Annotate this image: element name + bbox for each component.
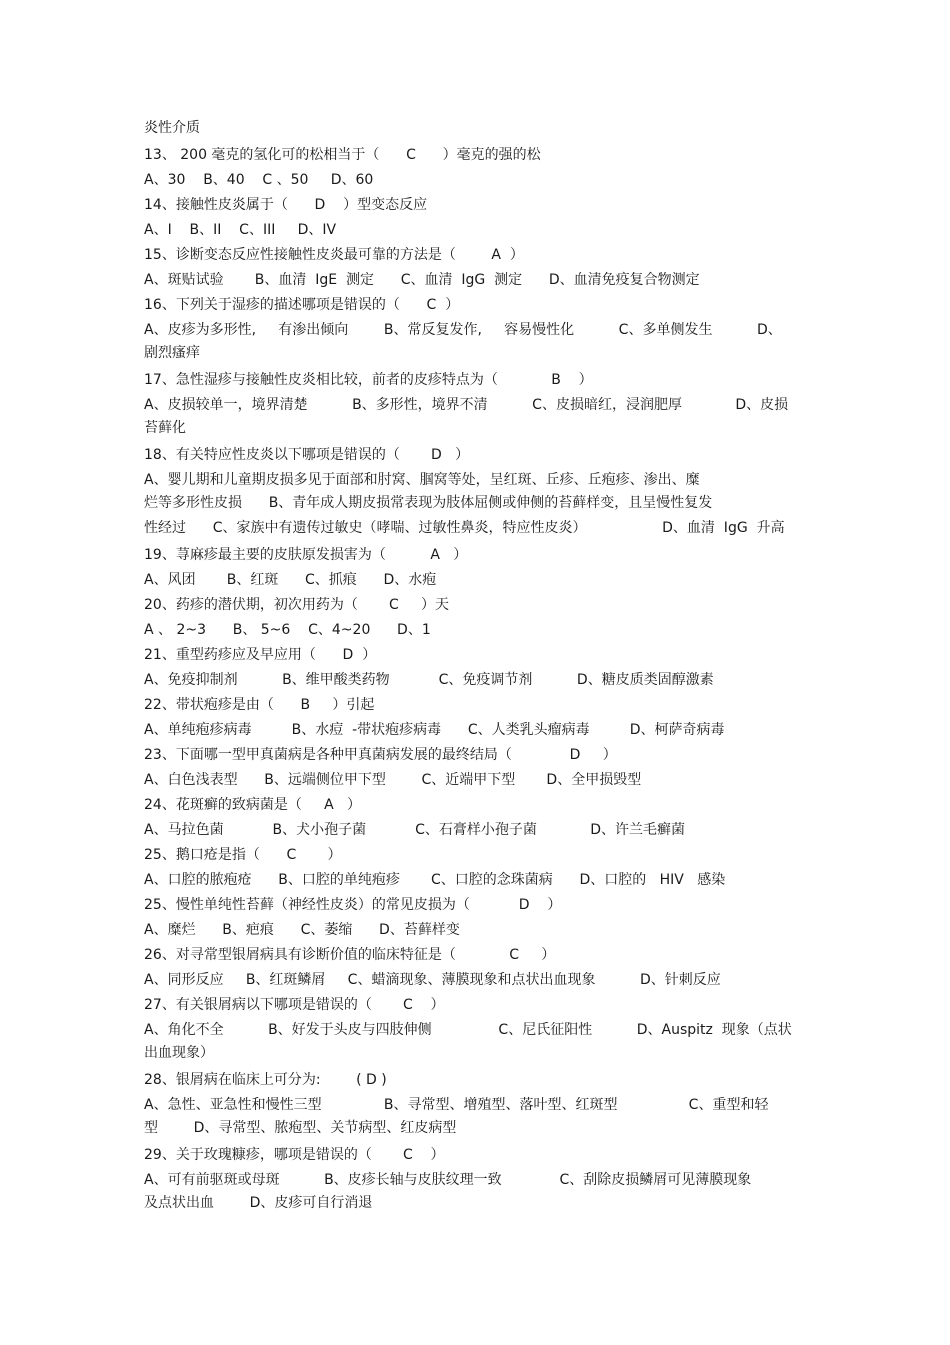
question-25b: 25、慢性单纯性苔藓（神经性皮炎）的常见皮损为（ D ）	[144, 897, 562, 913]
options-16-cont: 剧烈瘙痒	[144, 345, 200, 361]
options-18-cont: 性经过 C、家族中有遗传过敏史（哮喘、过敏性鼻炎，特应性皮炎） D、血清 IgG 升高	[144, 520, 785, 536]
options-27: A、角化不全 B、好发于头皮与四肢伸侧 C、尼氏征阳性 D、Auspitz 现象（点状	[144, 1022, 792, 1038]
question-27: 27、有关银屑病以下哪项是错误的（ C ）	[144, 997, 445, 1013]
question-15: 15、诊断变态反应性接触性皮炎最可靠的方法是（ A ）	[144, 247, 524, 263]
question-23: 23、下面哪一型甲真菌病是各种甲真菌病发展的最终结局（ D ）	[144, 747, 617, 763]
question-20: 20、药疹的潜伏期，初次用药为（ C ）天	[144, 597, 449, 613]
options-28: A、急性、亚急性和慢性三型 B、寻常型、增殖型、落叶型、红斑型 C、重型和轻	[144, 1097, 769, 1113]
question-28: 28、银屑病在临床上可分为: ( D )	[144, 1072, 387, 1088]
options-17-cont: 苔藓化	[144, 420, 186, 436]
options-25b: A、糜烂 B、疤痕 C、萎缩 D、苔藓样变	[144, 922, 460, 938]
options-18-cont: 烂等多形性皮损 B、青年成人期皮损常表现为肢体屈侧或伸侧的苔藓样变，且呈慢性复发	[144, 495, 713, 511]
options-15: A、斑贴试验 B、血清 IgE 测定 C、血清 IgG 测定 D、血清免疫复合物测定	[144, 272, 700, 288]
options-22: A、单纯疱疹病毒 B、水痘 -带状疱疹病毒 C、人类乳头瘤病毒 D、柯萨奇病毒	[144, 722, 725, 738]
question-26: 26、对寻常型银屑病具有诊断价值的临床特征是（ C ）	[144, 947, 556, 963]
options-21: A、免疫抑制剂 B、维甲酸类药物 C、免疫调节剂 D、糖皮质类固醇激素	[144, 672, 714, 688]
question-25: 25、鹅口疮是指（ C ）	[144, 847, 342, 863]
options-27-cont: 出血现象）	[144, 1045, 214, 1061]
options-14: A、I B、II C、III D、IV	[144, 222, 337, 238]
options-19: A、风团 B、红斑 C、抓痕 D、水疱	[144, 572, 437, 588]
options-25: A、口腔的脓疱疮 B、口腔的单纯疱疹 C、口腔的念珠菌病 D、口腔的 HIV 感染	[144, 872, 726, 888]
options-23: A、白色浅表型 B、远端侧位甲下型 C、近端甲下型 D、全甲损毁型	[144, 772, 642, 788]
question-17: 17、急性湿疹与接触性皮炎相比较，前者的皮疹特点为（ B ）	[144, 372, 593, 388]
options-17: A、皮损较单一，境界清楚 B、多形性，境界不清 C、皮损暗红，浸润肥厚 D、皮损	[144, 397, 789, 413]
question-18: 18、有关特应性皮炎以下哪项是错误的（ D ）	[144, 447, 470, 463]
question-13: 13、 200 毫克的氢化可的松相当于（ C ）毫克的强的松	[144, 147, 541, 163]
options-16: A、皮疹为多形性, 有渗出倾向 B、常反复发作, 容易慢性化 C、多单侧发生 D、	[144, 322, 782, 338]
options-29: A、可有前驱斑或母斑 B、皮疹长轴与皮肤纹理一致 C、刮除皮损鳞屑可见薄膜现象	[144, 1172, 752, 1188]
options-20: A 、 2~3 B、 5~6 C、4~20 D、1	[144, 622, 431, 638]
options-24: A、马拉色菌 B、犬小孢子菌 C、石膏样小孢子菌 D、许兰毛癣菌	[144, 822, 686, 838]
options-26: A、同形反应 B、红斑鳞屑 C、蜡滴现象、薄膜现象和点状出血现象 D、针刺反应	[144, 972, 721, 988]
question-16: 16、下列关于湿疹的描述哪项是错误的（ C ）	[144, 297, 460, 313]
question-22: 22、带状疱疹是由（ B ）引起	[144, 697, 375, 713]
question-24: 24、花斑癣的致病菌是（ A ）	[144, 797, 361, 813]
text-line: 炎性介质	[144, 120, 200, 136]
options-18: A、婴儿期和儿童期皮损多见于面部和肘窝、腘窝等处，呈红斑、丘疹、丘疱疹、渗出、糜	[144, 472, 700, 488]
options-28-cont: 型 D、寻常型、脓疱型、关节病型、红皮病型	[144, 1120, 457, 1136]
options-13: A、30 B、40 C 、50 D、60	[144, 172, 374, 188]
question-29: 29、关于玫瑰糠疹，哪项是错误的（ C ）	[144, 1147, 445, 1163]
options-29-cont: 及点状出血 D、皮疹可自行消退	[144, 1195, 373, 1211]
question-21: 21、重型药疹应及早应用（ D ）	[144, 647, 377, 663]
question-19: 19、荨麻疹最主要的皮肤原发损害为（ A ）	[144, 547, 468, 563]
question-14: 14、接触性皮炎属于（ D ）型变态反应	[144, 197, 428, 213]
